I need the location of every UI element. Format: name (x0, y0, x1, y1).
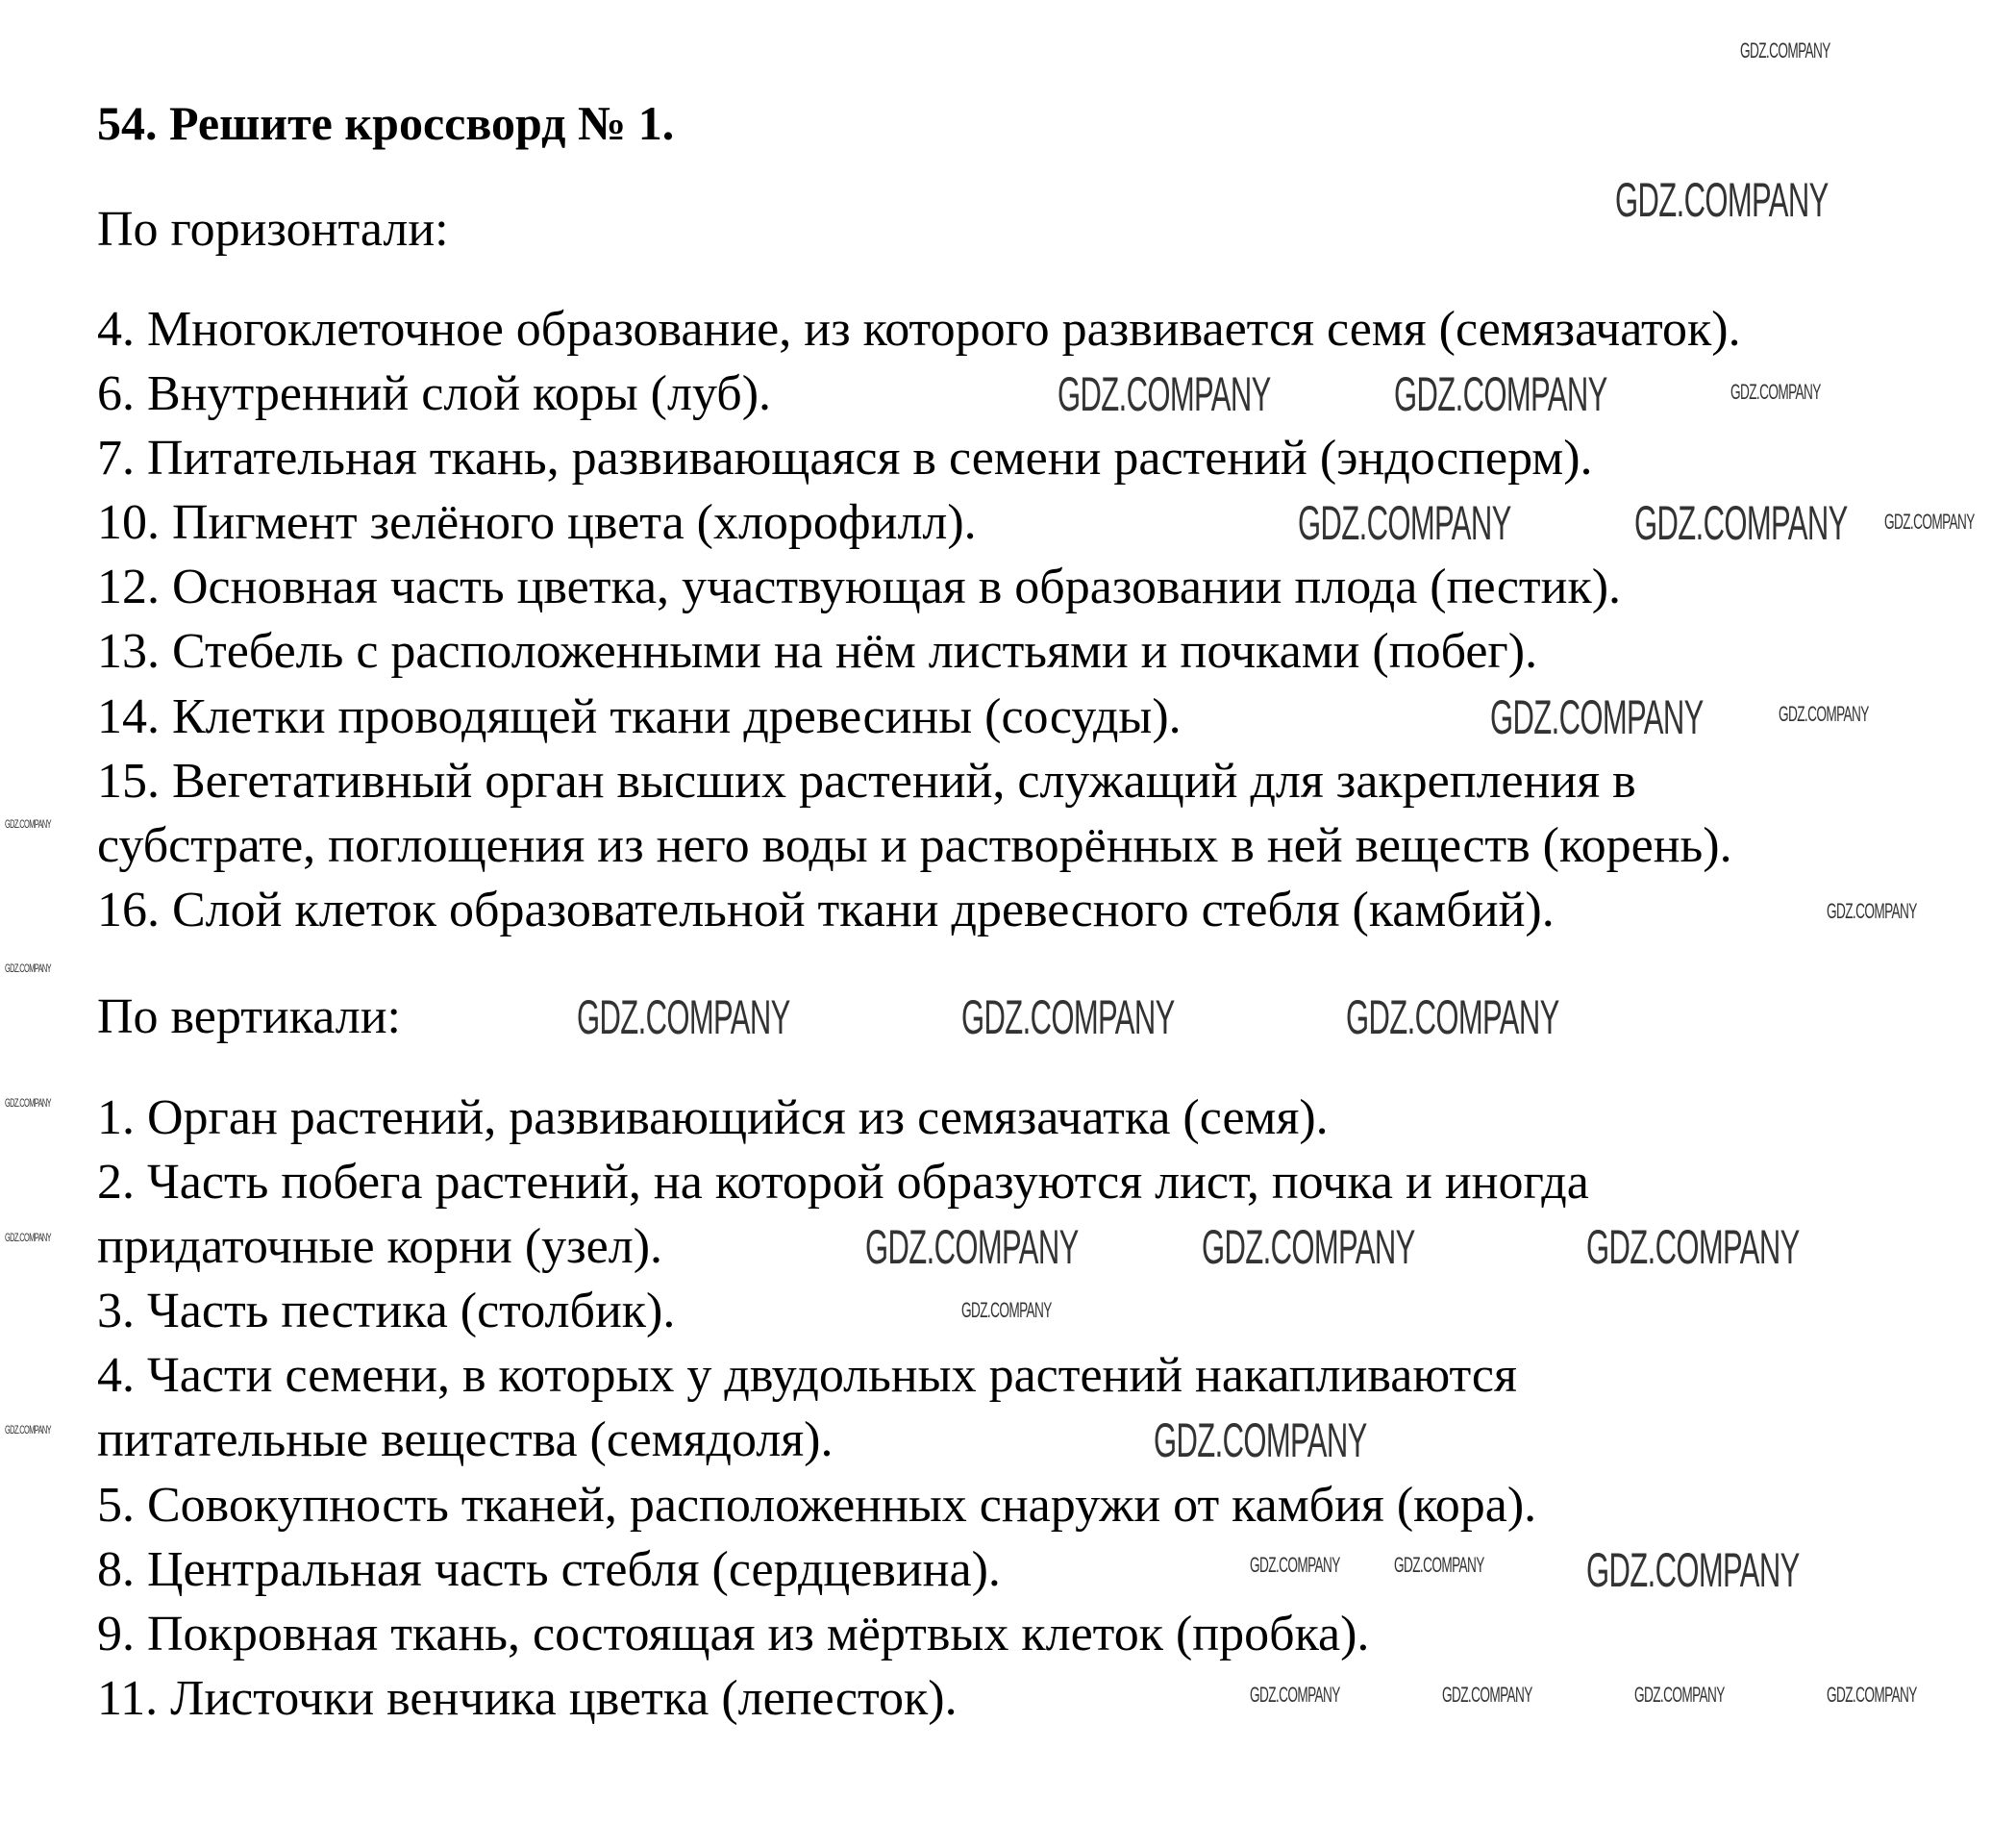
watermark: GDZ.COMPANY (1490, 690, 1704, 744)
clue-line: 3. Часть пестика (столбик). (97, 1284, 676, 1338)
watermark: GDZ.COMPANY (1058, 367, 1271, 421)
watermark: GDZ.COMPANY (5, 1423, 52, 1436)
clue-line: 1. Орган растений, развивающийся из семязачатка (семя). (97, 1090, 1329, 1145)
watermark: GDZ.COMPANY (1634, 1683, 1725, 1707)
clue-line: придаточные корни (узел). (97, 1219, 663, 1274)
clue-line: 4. Многоклеточное образование, из которого развивается семя (семязачаток). (97, 302, 1741, 357)
watermark: GDZ.COMPANY (1730, 380, 1821, 404)
watermark: GDZ.COMPANY (5, 961, 52, 975)
watermark: GDZ.COMPANY (1740, 38, 1830, 62)
watermark: GDZ.COMPANY (1586, 1220, 1800, 1274)
watermark: GDZ.COMPANY (1202, 1220, 1415, 1274)
watermark: GDZ.COMPANY (1779, 702, 1869, 726)
watermark: GDZ.COMPANY (1442, 1683, 1532, 1707)
clue-line: 14. Клетки проводящей ткани древесины (сосуды). (97, 689, 1182, 744)
clue-line: 11. Листочки венчика цветка (лепесток). (97, 1671, 958, 1726)
clue-line: 10. Пигмент зелёного цвета (хлорофилл). (97, 495, 977, 550)
clue-line: 6. Внутренний слой коры (луб). (97, 366, 772, 421)
horizontal-heading: По горизонтали: (97, 202, 449, 257)
watermark: GDZ.COMPANY (961, 990, 1175, 1044)
watermark: GDZ.COMPANY (5, 1231, 52, 1244)
clue-line: 9. Покровная ткань, состоящая из мёртвых клеток (пробка). (97, 1607, 1370, 1661)
watermark: GDZ.COMPANY (577, 990, 790, 1044)
clue-line: 16. Слой клеток образовательной ткани древесного стебля (камбий). (97, 883, 1555, 937)
watermark: GDZ.COMPANY (1615, 173, 1829, 227)
watermark: GDZ.COMPANY (5, 1096, 52, 1110)
clue-line: 2. Часть побега растений, на которой образуются лист, почка и иногда (97, 1155, 1589, 1210)
watermark: GDZ.COMPANY (1250, 1553, 1340, 1577)
clue-line: 4. Части семени, в которых у двудольных растений накапливаются (97, 1348, 1517, 1403)
watermark: GDZ.COMPANY (1827, 1683, 1917, 1707)
watermark: GDZ.COMPANY (1394, 367, 1607, 421)
watermark: GDZ.COMPANY (865, 1220, 1079, 1274)
exercise-title: 54. Решите кроссворд № 1. (97, 96, 675, 150)
watermark: GDZ.COMPANY (1884, 510, 1975, 534)
watermark: GDZ.COMPANY (1586, 1543, 1800, 1597)
watermark: GDZ.COMPANY (1154, 1413, 1367, 1467)
clue-line: 7. Питательная ткань, развивающаяся в семени растений (эндосперм). (97, 431, 1593, 486)
watermark: GDZ.COMPANY (1827, 899, 1917, 923)
watermark: GDZ.COMPANY (1298, 496, 1511, 550)
clue-line: 8. Центральная часть стебля (сердцевина). (97, 1542, 1001, 1597)
clue-line: 12. Основная часть цветка, участвующая в образовании плода (пестик). (97, 560, 1622, 614)
clue-line: питательные вещества (семядоля). (97, 1412, 834, 1467)
watermark: GDZ.COMPANY (961, 1298, 1052, 1322)
vertical-heading: По вертикали: (97, 989, 401, 1044)
watermark: GDZ.COMPANY (1346, 990, 1559, 1044)
watermark: GDZ.COMPANY (5, 817, 52, 831)
watermark: GDZ.COMPANY (1250, 1683, 1340, 1707)
clue-line: субстрате, поглощения из него воды и растворённых в ней веществ (корень). (97, 818, 1732, 873)
clue-line: 5. Совокупность тканей, расположенных снаружи от камбия (кора). (97, 1478, 1537, 1533)
clue-line: 15. Вегетативный орган высших растений, служащий для закрепления в (97, 754, 1636, 809)
watermark: GDZ.COMPANY (1394, 1553, 1484, 1577)
clue-line: 13. Стебель с расположенными на нём листьями и почками (побег). (97, 624, 1538, 679)
watermark: GDZ.COMPANY (1634, 496, 1848, 550)
